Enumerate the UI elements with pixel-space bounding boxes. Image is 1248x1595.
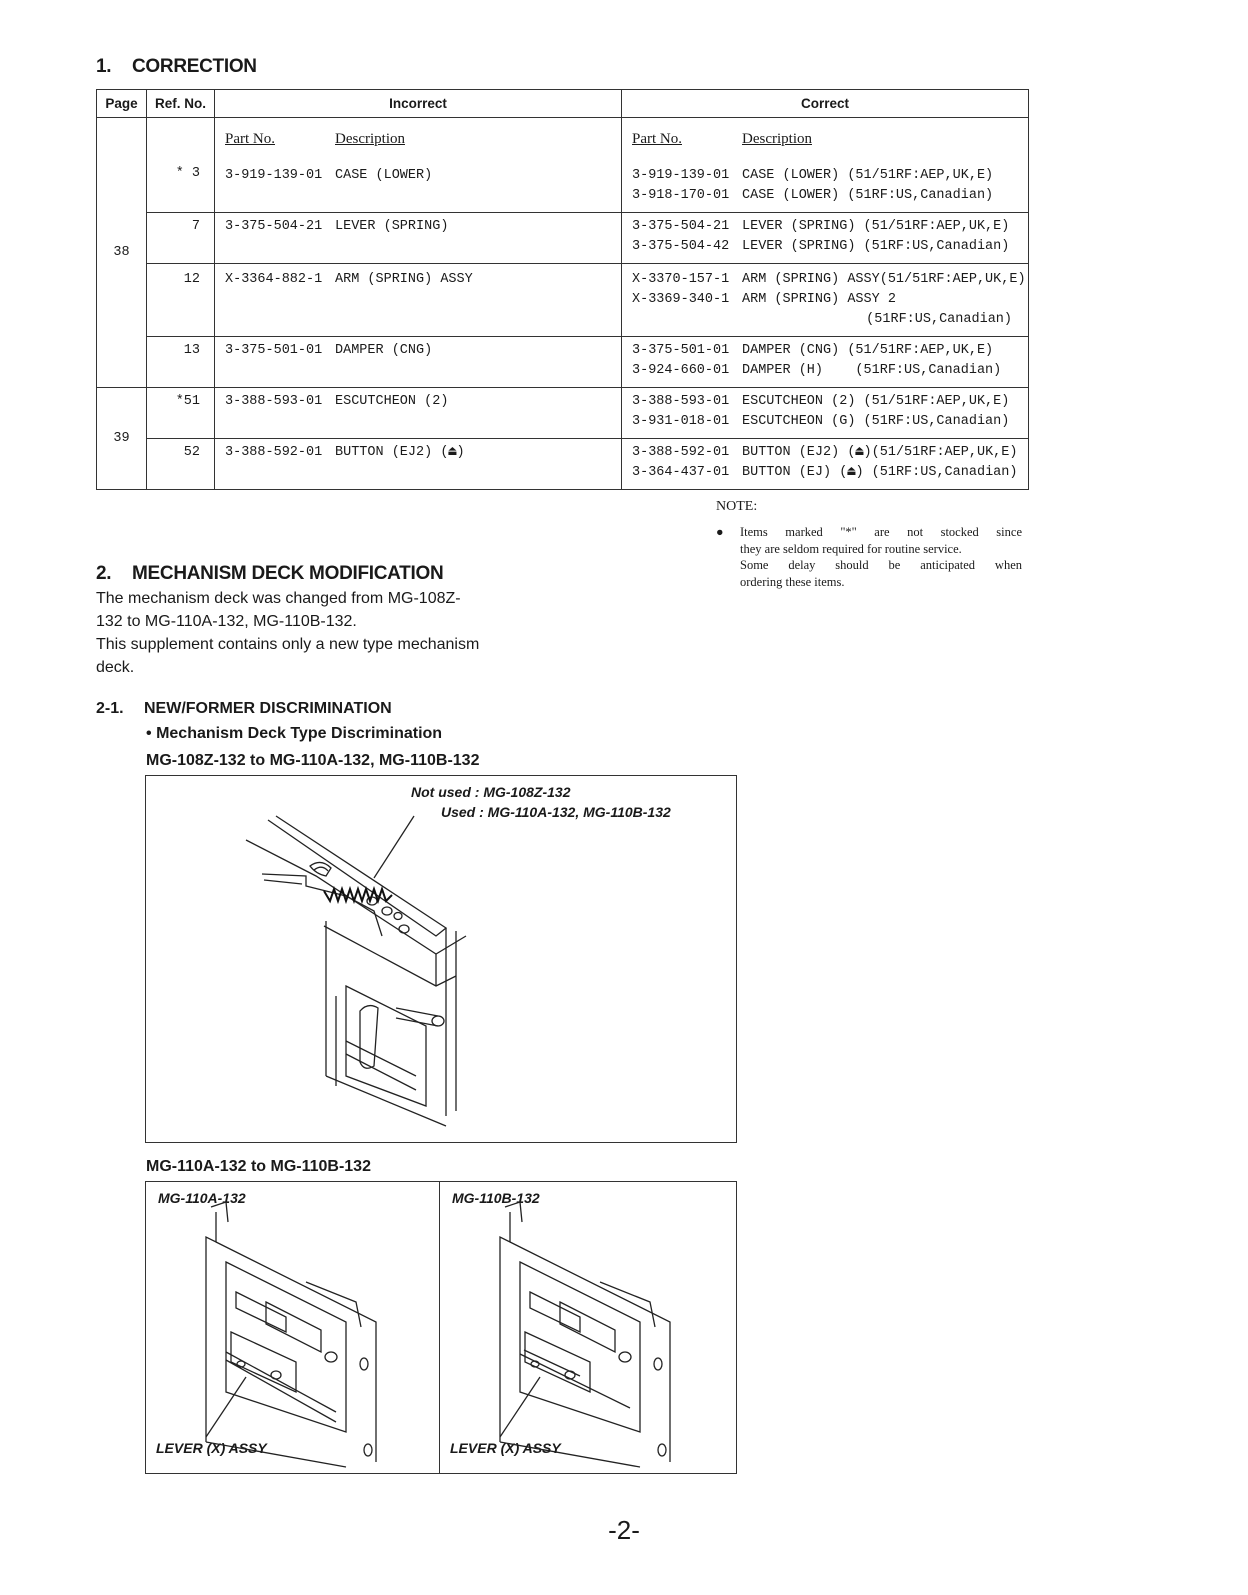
ref-cell: 13 [147,337,215,388]
part-line [225,443,621,463]
part-description: DAMPER (H) (51RF:US,Canadian) [742,363,1002,378]
correction-table [96,89,1029,490]
page-cell: 38 [97,118,147,388]
page-number: -2- [608,1515,640,1545]
right-lever-label: LEVER (X) ASSY [450,1440,561,1456]
subheader-description: Description [335,131,405,147]
part-number: 3-364-437-01 [632,465,730,480]
part-number: 3-375-504-21 [225,219,323,234]
correct-cell [622,264,1029,337]
part-description: ARM (SPRING) ASSY [335,272,473,287]
part-line [632,270,1028,290]
part-line [225,341,621,361]
paragraph-line: This supplement contains only a new type mechanism [96,636,480,653]
part-number: 3-375-504-21 [632,219,730,234]
note-line: Items marked "*" are not stocked since [740,525,1022,539]
ref-cell: *51 [147,388,215,439]
ref-cell: 7 [147,213,215,264]
bullet-icon: ● [716,525,724,539]
correct-cell [622,337,1029,388]
part-number: 3-375-501-01 [632,343,730,358]
left-title: MG-110A-132 [158,1190,246,1206]
part-description: LEVER (SPRING) [335,219,449,234]
part-line [225,166,621,186]
part-description: ESCUTCHEON (2) [335,394,449,409]
part-number: X-3364-882-1 [225,272,323,287]
incorrect-cell [215,213,622,264]
table-row [97,118,1029,213]
part-description: BUTTON (EJ2) (⏏) [335,445,465,460]
page-cell: 39 [97,388,147,490]
part-line [632,361,1028,381]
note-body [716,524,1022,590]
part-line [632,166,1028,186]
ref-cell: 12 [147,264,215,337]
figure-1 [145,775,737,1143]
part-line [632,186,1028,206]
bullet-text: Mechanism Deck Type Discrimination [156,725,443,742]
section-1-heading [96,56,257,78]
table-row [97,388,1029,439]
part-number: X-3370-157-1 [632,272,730,287]
subheader-correct [632,128,1028,150]
part-line [632,310,1028,330]
right-title: MG-110B-132 [452,1190,540,1206]
part-line [225,392,621,412]
part-number: 3-375-501-01 [225,343,323,358]
section-2-1-title: NEW/FORMER DISCRIMINATION [144,700,392,717]
part-description: LEVER (SPRING) (51/51RF:AEP,UK,E) [742,219,1010,234]
subheader-part-no: Part No. [225,131,275,147]
not-used-label: Not used : MG-108Z-132 [411,784,571,800]
note-line: Some delay should be anticipated when [740,558,1022,572]
part-number: 3-924-660-01 [632,363,730,378]
section-2-number: 2. [96,563,112,584]
note-line: they are seldom required for routine service. [740,541,962,556]
col-header-incorrect: Incorrect [215,90,622,118]
part-description: CASE (LOWER) [335,168,433,183]
subheader-part-no: Part No. [632,131,682,147]
section-1-title: CORRECTION [132,56,257,77]
part-description: CASE (LOWER) (51/51RF:AEP,UK,E) [742,168,994,183]
part-description: ESCUTCHEON (2) (51/51RF:AEP,UK,E) [742,394,1010,409]
part-line [632,463,1028,483]
figure-1-caption: MG-108Z-132 to MG-110A-132, MG-110B-132 [146,752,480,769]
figure-2 [145,1181,737,1474]
part-number: 3-919-139-01 [225,168,323,183]
used-label: Used : MG-110A-132, MG-110B-132 [441,804,671,820]
correct-cell [622,439,1029,490]
mg-110a-drawing [146,1182,439,1473]
part-number: 3-918-170-01 [632,188,730,203]
section-1-number: 1. [96,56,112,77]
mechanism-deck-drawing [146,776,736,1142]
part-line [225,217,621,237]
table-row [97,264,1029,337]
table-row [97,213,1029,264]
left-lever-label: LEVER (X) ASSY [156,1440,267,1456]
part-description: DAMPER (CNG) [335,343,433,358]
correct-cell [622,388,1029,439]
table-row [97,337,1029,388]
incorrect-cell [215,118,622,213]
part-line [632,217,1028,237]
part-number: 3-388-592-01 [225,445,323,460]
subheader-description: Description [742,131,812,147]
incorrect-cell [215,439,622,490]
ref-cell: * 3 [147,118,215,213]
part-description: ESCUTCHEON (G) (51RF:US,Canadian) [742,414,1010,429]
incorrect-cell [215,388,622,439]
part-line [632,392,1028,412]
part-description: (51RF:US,Canadian) [866,312,1012,327]
table-header-row [97,90,1029,118]
correct-cell [622,213,1029,264]
section-2-paragraph [96,587,536,679]
note-line: ordering these items. [740,574,845,589]
correct-cell [622,118,1029,213]
section-2-1-number: 2-1. [96,700,124,717]
section-2-title: MECHANISM DECK MODIFICATION [132,563,444,584]
part-description: ARM (SPRING) ASSY(51/51RF:AEP,UK,E) [742,272,1026,287]
part-line [632,237,1028,257]
col-header-correct: Correct [622,90,1029,118]
note-title: NOTE: [716,499,758,514]
part-line [225,270,621,290]
part-description: CASE (LOWER) (51RF:US,Canadian) [742,188,994,203]
part-description: BUTTON (EJ) (⏏) (51RF:US,Canadian) [742,465,1018,480]
section-2-1-heading [96,700,392,718]
part-description: ARM (SPRING) ASSY 2 [742,292,896,307]
col-header-ref: Ref. No. [147,90,215,118]
section-2-heading [96,563,443,585]
part-number: 3-388-593-01 [632,394,730,409]
part-description: DAMPER (CNG) (51/51RF:AEP,UK,E) [742,343,994,358]
bullet-icon: • [146,725,152,742]
part-number: X-3369-340-1 [632,292,730,307]
part-number: 3-388-592-01 [632,445,730,460]
part-line [632,290,1028,310]
table-row [97,439,1029,490]
part-number: 3-919-139-01 [632,168,730,183]
mg-110b-drawing [440,1182,735,1473]
col-header-page: Page [97,90,147,118]
part-line [632,412,1028,432]
part-number: 3-388-593-01 [225,394,323,409]
part-number: 3-931-018-01 [632,414,730,429]
incorrect-cell [215,337,622,388]
part-description: BUTTON (EJ2) (⏏)(51/51RF:AEP,UK,E) [742,445,1018,460]
part-number: 3-375-504-42 [632,239,730,254]
figure-2-caption: MG-110A-132 to MG-110B-132 [146,1158,371,1175]
part-line [632,443,1028,463]
subheader-incorrect [225,128,621,150]
part-line [632,341,1028,361]
bullet-item [146,725,442,743]
part-description: LEVER (SPRING) (51RF:US,Canadian) [742,239,1010,254]
paragraph-line: The mechanism deck was changed from MG-108Z- [96,590,461,607]
incorrect-cell [215,264,622,337]
paragraph-line: deck. [96,659,135,676]
paragraph-line: 132 to MG-110A-132, MG-110B-132. [96,613,357,630]
ref-cell: 52 [147,439,215,490]
